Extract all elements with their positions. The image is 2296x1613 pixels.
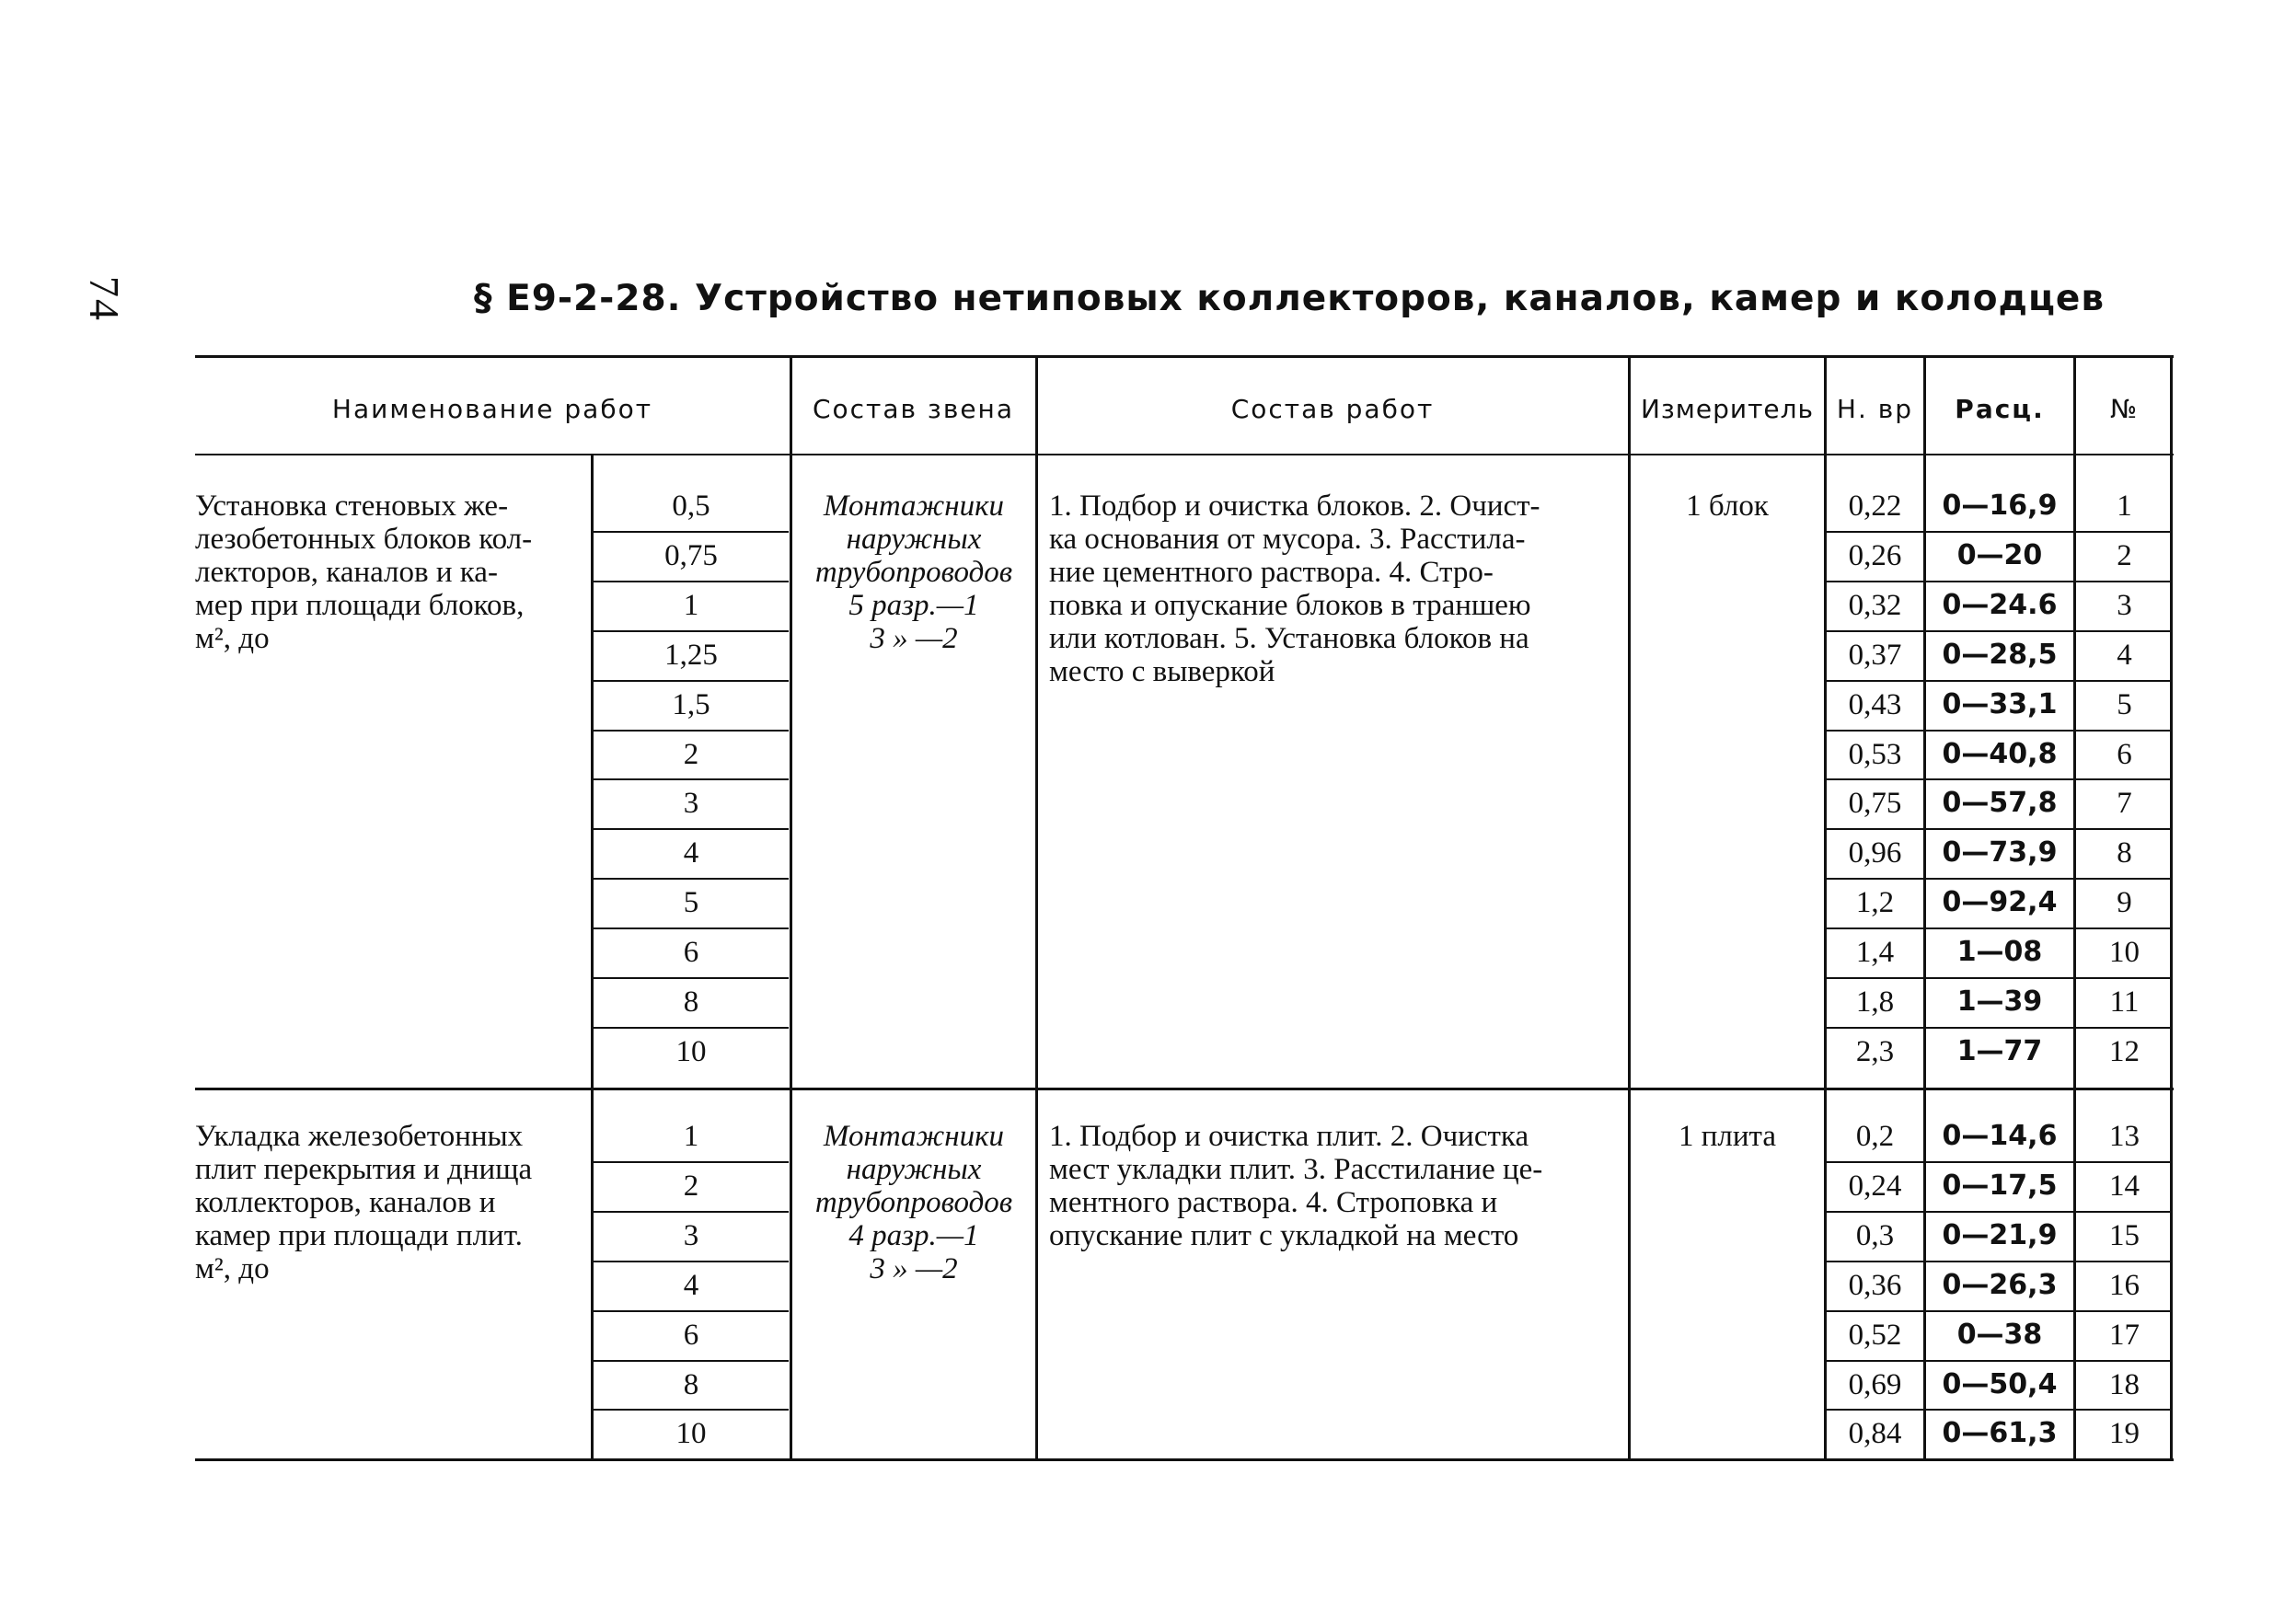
cell-rate: 0—26,3 <box>1942 1268 2058 1301</box>
table-rule <box>591 828 789 830</box>
table-rule <box>591 1161 789 1163</box>
cell-rate: 0—24.6 <box>1942 588 2058 621</box>
cell-rate: 1—39 <box>1956 985 2043 1018</box>
name-line: м², до <box>195 622 270 655</box>
cell-norm: 0,3 <box>1855 1218 1895 1252</box>
cell-norm: 0,22 <box>1848 490 1902 523</box>
crew-line: наружных <box>846 523 982 556</box>
section-1-unit: 1 блок <box>1686 490 1769 523</box>
table-rule <box>591 730 789 732</box>
table-column-rule <box>1824 357 1827 1458</box>
header-rate: Расц. <box>1955 394 2045 424</box>
cell-rate: 0—16,9 <box>1942 490 2058 522</box>
table-rule <box>591 1310 789 1312</box>
cell-num: 2 <box>2117 538 2132 572</box>
cell-rate: 0—28,5 <box>1942 638 2058 671</box>
table-rule <box>591 1211 789 1213</box>
cell-norm: 0,52 <box>1848 1318 1902 1352</box>
cell-size: 1,5 <box>672 687 710 721</box>
table-column-rule <box>1628 357 1631 1458</box>
crew-line: Монтажники <box>823 1120 1005 1153</box>
cell-num: 11 <box>2109 985 2140 1019</box>
name-line: лекторов, каналов и ка- <box>195 556 498 589</box>
cell-norm: 0,2 <box>1855 1120 1895 1153</box>
cell-size: 2 <box>683 1169 699 1203</box>
table-rule <box>1827 1409 2172 1411</box>
cell-num: 15 <box>2109 1218 2140 1252</box>
cell-num: 1 <box>2117 490 2132 523</box>
table-rule <box>591 1261 789 1262</box>
cell-rate: 1—08 <box>1956 936 2043 969</box>
cell-num: 7 <box>2117 787 2132 821</box>
cell-num: 13 <box>2109 1120 2140 1153</box>
works-line: 1. Подбор и очистка плит. 2. Очистка <box>1049 1120 1529 1153</box>
table-rule <box>1827 730 2172 732</box>
name-line: мер при площади блоков, <box>195 589 525 622</box>
cell-rate: 0—20 <box>1956 538 2043 571</box>
cell-norm: 2,3 <box>1855 1034 1895 1068</box>
cell-size: 2 <box>683 737 699 771</box>
section-2-unit: 1 плита <box>1678 1120 1776 1153</box>
table-rule <box>1827 630 2172 632</box>
table-rule <box>591 1409 789 1411</box>
table-rule <box>1827 1027 2172 1029</box>
table-rule <box>1827 828 2172 830</box>
cell-size: 1 <box>683 1120 699 1153</box>
table-rule <box>1827 878 2172 880</box>
cell-size: 3 <box>683 787 699 821</box>
cell-num: 14 <box>2109 1169 2140 1203</box>
name-line: м², до <box>195 1252 270 1285</box>
cell-num: 10 <box>2109 936 2140 970</box>
cell-num: 6 <box>2117 737 2132 771</box>
table-rule <box>591 680 789 682</box>
table-rule <box>1827 1261 2172 1262</box>
table-rule <box>591 581 789 582</box>
cell-size: 8 <box>683 1367 699 1401</box>
cell-rate: 0—61,3 <box>1942 1417 2058 1450</box>
works-line: 1. Подбор и очистка блоков. 2. Очист- <box>1049 490 1540 523</box>
name-line: лезобетонных блоков кол- <box>195 523 533 556</box>
cell-size: 3 <box>683 1218 699 1252</box>
cell-rate: 0—38 <box>1956 1318 2043 1351</box>
table-rule <box>591 1027 789 1029</box>
cell-rate: 0—17,5 <box>1942 1169 2058 1202</box>
cell-norm: 0,43 <box>1848 687 1902 721</box>
name-line: Укладка железобетонных <box>195 1120 524 1153</box>
table-rule <box>591 778 789 780</box>
table-rule <box>195 355 2174 358</box>
cell-norm: 0,53 <box>1848 737 1902 771</box>
section-1-works <box>1049 490 1612 688</box>
cell-size: 6 <box>683 1318 699 1352</box>
cell-rate: 0—50,4 <box>1942 1367 2058 1400</box>
table-column-rule <box>2073 357 2076 1458</box>
table-rule <box>1827 1360 2172 1362</box>
cell-norm: 0,24 <box>1848 1169 1902 1203</box>
table-rule <box>1827 531 2172 533</box>
table-rule <box>195 1458 2174 1461</box>
cell-norm: 0,96 <box>1848 836 1902 870</box>
table-column-rule <box>790 357 792 1458</box>
cell-size: 4 <box>683 1268 699 1302</box>
table-rule <box>591 977 789 979</box>
cell-rate: 0—21,9 <box>1942 1218 2058 1251</box>
cell-num: 4 <box>2117 638 2132 672</box>
works-line: опускание плит с укладкой на место <box>1049 1219 1519 1252</box>
cell-norm: 0,26 <box>1848 538 1902 572</box>
crew-line: трубопроводов <box>814 1186 1013 1219</box>
cell-num: 3 <box>2117 588 2132 622</box>
crew-line: наружных <box>846 1153 982 1186</box>
header-works: Состав работ <box>1230 394 1435 424</box>
table-rule <box>1827 680 2172 682</box>
crew-line: трубопроводов <box>814 556 1013 589</box>
cell-norm: 1,4 <box>1855 936 1895 970</box>
cell-num: 16 <box>2109 1268 2140 1302</box>
table-rule <box>1827 977 2172 979</box>
cell-num: 5 <box>2117 687 2132 721</box>
cell-norm: 0,69 <box>1848 1367 1902 1401</box>
cell-size: 1 <box>683 588 699 622</box>
section-1-name <box>195 490 572 655</box>
section-2-works <box>1049 1120 1612 1252</box>
works-line: место с выверкой <box>1049 655 1275 688</box>
cell-size: 8 <box>683 985 699 1019</box>
cell-norm: 1,8 <box>1855 985 1895 1019</box>
cell-size: 4 <box>683 836 699 870</box>
cell-size: 0,75 <box>664 538 718 572</box>
header-norm: Н. вр <box>1836 394 1914 424</box>
cell-rate: 1—77 <box>1956 1034 2043 1067</box>
works-line: ментного раствора. 4. Строповка и <box>1049 1186 1498 1219</box>
crew-line: 3 » —2 <box>870 622 958 655</box>
section-2-crew <box>793 1120 1034 1285</box>
cell-num: 19 <box>2109 1417 2140 1451</box>
cell-num: 12 <box>2109 1034 2140 1068</box>
works-line: повка и опускание блоков в траншею <box>1049 589 1531 622</box>
table-rule <box>1827 778 2172 780</box>
cell-size: 1,25 <box>664 638 718 672</box>
cell-size: 10 <box>675 1417 707 1451</box>
table-rule <box>1827 1310 2172 1312</box>
table-rule <box>1827 581 2172 582</box>
crew-line: 3 » —2 <box>870 1252 958 1285</box>
name-line: коллекторов, каналов и <box>195 1186 496 1219</box>
cell-num: 9 <box>2117 886 2132 920</box>
cell-norm: 0,37 <box>1848 638 1902 672</box>
name-line: камер при площади плит. <box>195 1219 523 1252</box>
cell-rate: 0—73,9 <box>1942 836 2058 870</box>
header-unit: Измеритель <box>1640 394 1815 424</box>
table-rule <box>195 454 2174 455</box>
cell-size: 0,5 <box>672 490 710 523</box>
table-rule <box>591 1360 789 1362</box>
works-line: ка основания от мусора. 3. Расстила- <box>1049 523 1526 556</box>
works-line: ние цементного раствора. 4. Стро- <box>1049 556 1494 589</box>
table-column-rule <box>2170 357 2173 1458</box>
cell-rate: 0—14,6 <box>1942 1120 2058 1152</box>
works-line: или котлован. 5. Установка блоков на <box>1049 622 1529 655</box>
cell-norm: 0,32 <box>1848 588 1902 622</box>
table-rule <box>195 1088 2174 1090</box>
table-rule <box>591 878 789 880</box>
name-line: плит перекрытия и днища <box>195 1153 533 1186</box>
cell-norm: 0,36 <box>1848 1268 1902 1302</box>
cell-norm: 1,2 <box>1855 886 1895 920</box>
header-name: Наименование работ <box>331 394 653 424</box>
section-1-crew <box>793 490 1034 655</box>
section-2-name <box>195 1120 572 1285</box>
cell-norm: 0,84 <box>1848 1417 1902 1451</box>
header-crew: Состав звена <box>812 394 1015 424</box>
works-line: мест укладки плит. 3. Расстилание це- <box>1049 1153 1543 1186</box>
cell-rate: 0—40,8 <box>1942 737 2058 770</box>
page-title: § Е9-2-28. Устройство нетиповых коллекторов, каналов, камер и колодцев <box>474 278 2106 319</box>
header-num: № <box>2109 394 2140 424</box>
table-column-rule <box>1035 357 1038 1458</box>
table-rule <box>1827 1211 2172 1213</box>
crew-line: Монтажники <box>823 490 1005 523</box>
cell-size: 10 <box>675 1034 707 1068</box>
cell-rate: 0—57,8 <box>1942 787 2058 820</box>
table-column-rule <box>591 455 594 1458</box>
cell-rate: 0—92,4 <box>1942 886 2058 919</box>
cell-num: 17 <box>2109 1318 2140 1352</box>
cell-num: 18 <box>2109 1367 2140 1401</box>
cell-size: 5 <box>683 886 699 920</box>
page-number: 74 <box>81 276 128 322</box>
cell-rate: 0—33,1 <box>1942 687 2058 720</box>
table-rule <box>591 531 789 533</box>
cell-norm: 0,75 <box>1848 787 1902 821</box>
table-rule <box>1827 1161 2172 1163</box>
cell-size: 6 <box>683 936 699 970</box>
cell-num: 8 <box>2117 836 2132 870</box>
name-line: Установка стеновых же- <box>195 490 509 523</box>
table-rule <box>591 927 789 929</box>
table-column-rule <box>1923 357 1926 1458</box>
table-rule <box>1827 927 2172 929</box>
table-rule <box>591 630 789 632</box>
crew-line: 5 разр.—1 <box>848 589 979 622</box>
crew-line: 4 разр.—1 <box>848 1219 979 1252</box>
